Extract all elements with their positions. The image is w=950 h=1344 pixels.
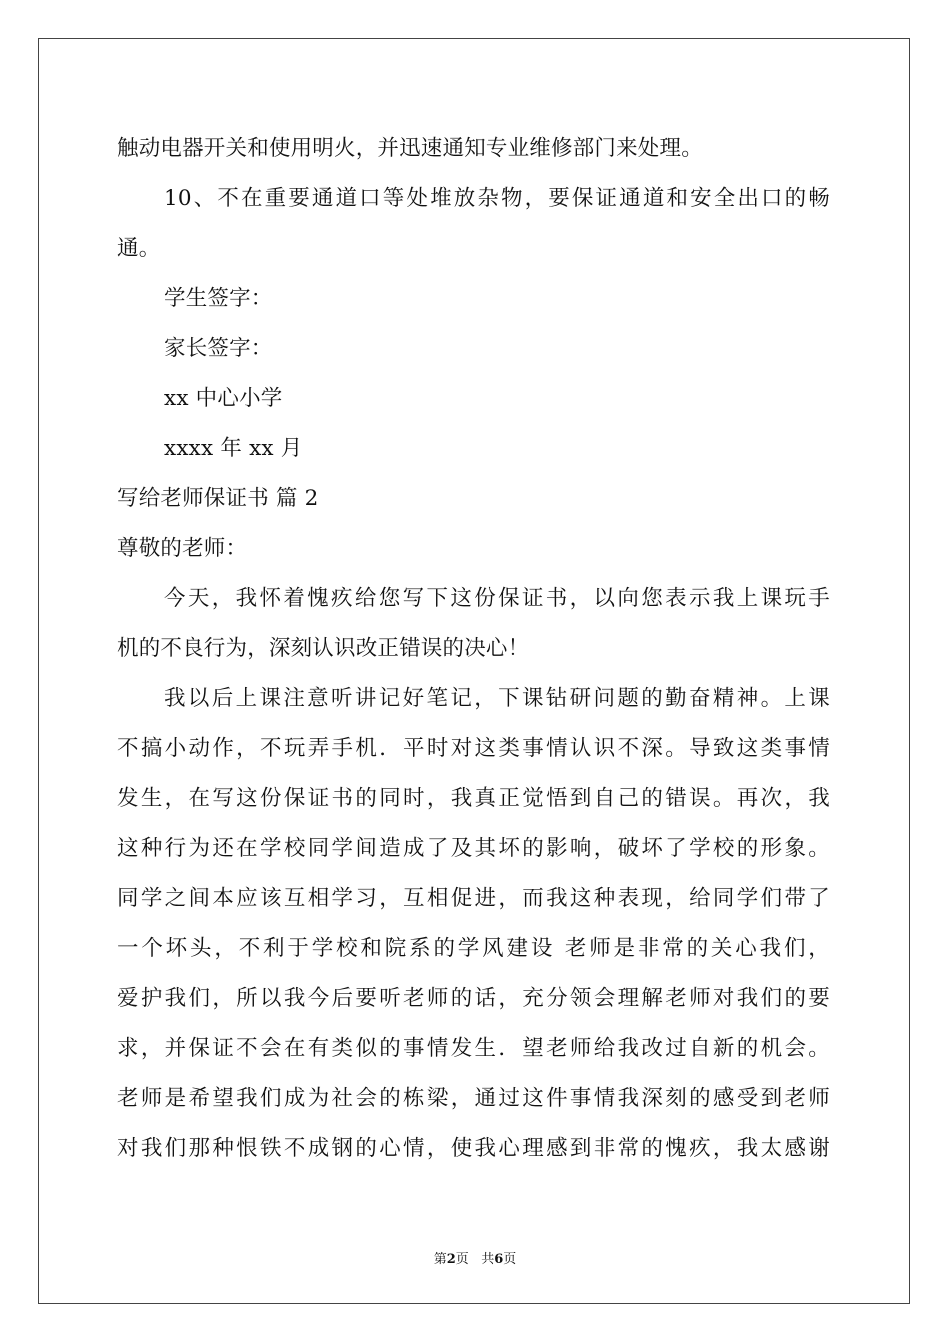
text-line: 对我们那种恨铁不成钢的心情，使我心理感到非常的愧疚，我太感谢	[117, 1136, 830, 1161]
total-suffix: 页	[503, 1252, 517, 1267]
text-line: 发生，在写这份保证书的同时，我真正觉悟到自己的错误。再次，我	[117, 786, 830, 811]
text-line: 这种行为还在学校同学间造成了及其坏的影响，破坏了学校的形象。	[117, 836, 830, 861]
section-title: 写给老师保证书 篇 2	[117, 486, 319, 511]
student-signature-label: 学生签字：	[164, 286, 273, 311]
text-line: 我以后上课注意听讲记好笔记，下课钻研问题的勤奋精神。上课	[164, 686, 830, 711]
text-line: 今天，我怀着愧疚给您写下这份保证书，以向您表示我上课玩手	[164, 586, 830, 611]
text-line: 10、不在重要通道口等处堆放杂物，要保证通道和安全出口的畅	[164, 186, 830, 211]
page-prefix: 第	[433, 1252, 447, 1267]
page-suffix: 页	[455, 1252, 469, 1267]
parent-signature-label: 家长签字：	[164, 336, 273, 361]
page-border	[38, 38, 910, 1304]
text-line: 不搞小动作，不玩弄手机．平时对这类事情认识不深。导致这类事情	[117, 736, 830, 761]
school-name: xx 中心小学	[164, 386, 283, 411]
text-line: 机的不良行为，深刻认识改正错误的决心！	[117, 636, 530, 661]
total-pages: 6	[494, 1252, 504, 1267]
total-prefix: 共	[481, 1252, 495, 1267]
page-number: 2	[446, 1252, 456, 1267]
text-line: 一个坏头，不利于学校和院系的学风建设 老师是非常的关心我们，	[117, 936, 830, 961]
page-footer	[0, 1248, 950, 1267]
text-line: 同学之间本应该互相学习，互相促进，而我这种表现，给同学们带了	[117, 886, 830, 911]
text-line: 求，并保证不会在有类似的事情发生．望老师给我改过自新的机会。	[117, 1036, 830, 1061]
text-line: 触动电器开关和使用明火，并迅速通知专业维修部门来处理。	[117, 136, 703, 161]
text-line: 爱护我们，所以我今后要听老师的话，充分领会理解老师对我们的要	[117, 986, 830, 1011]
text-line: 通。	[117, 236, 161, 261]
date-line: xxxx 年 xx 月	[164, 436, 303, 461]
text-line: 老师是希望我们成为社会的栋梁，通过这件事情我深刻的感受到老师	[117, 1086, 830, 1111]
salutation: 尊敬的老师：	[117, 536, 248, 561]
